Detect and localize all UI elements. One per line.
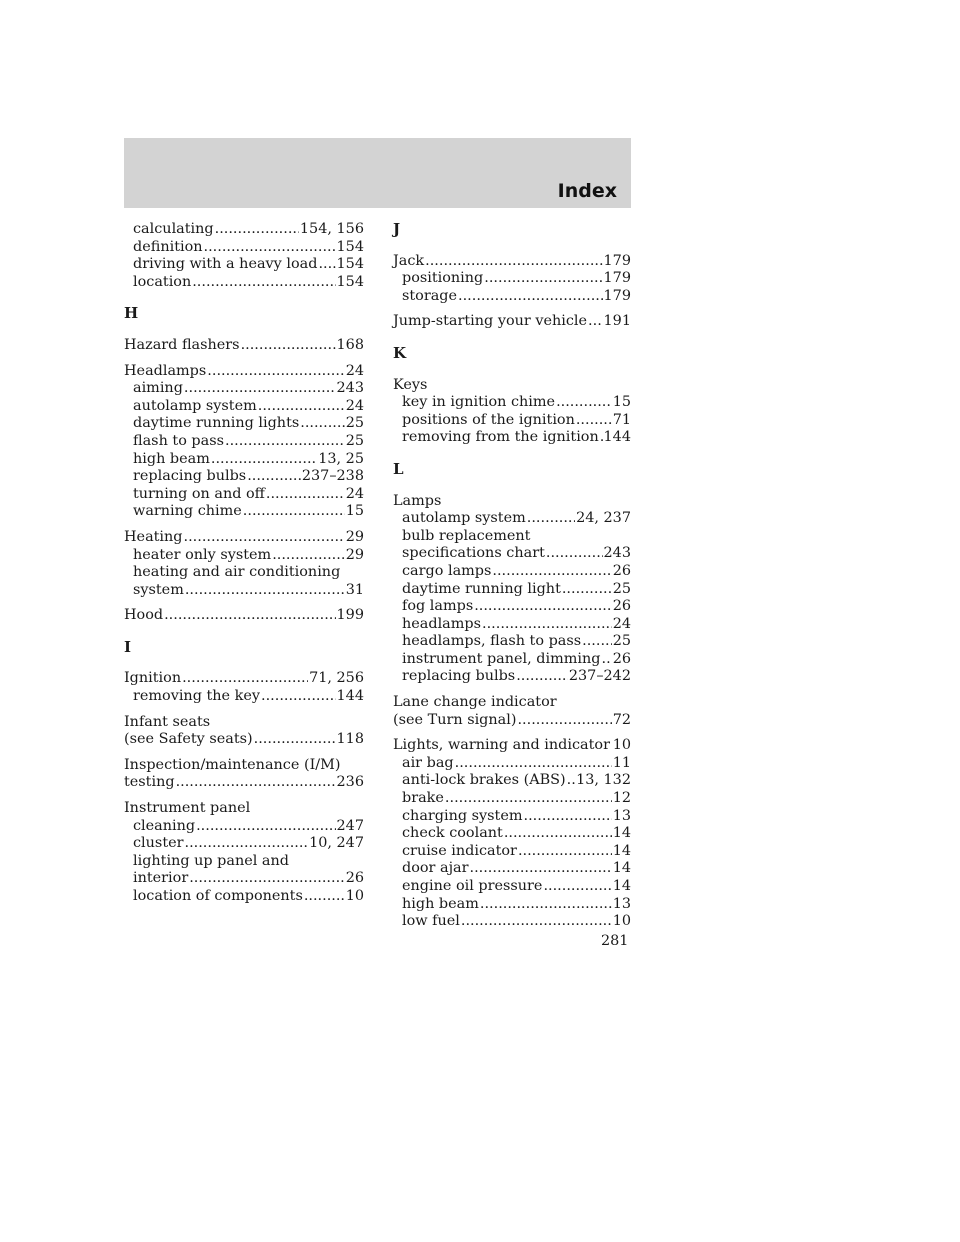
- index-entry-line: [393, 253, 631, 271]
- page-reference: 14: [612, 825, 631, 842]
- index-term: testing: [124, 774, 175, 791]
- index-term: turning on and off: [133, 485, 265, 502]
- index-term: (see Safety seats): [124, 731, 253, 748]
- index-subentry-line: [393, 668, 631, 686]
- section-letter: K: [393, 343, 407, 362]
- index-term: key in ignition chime: [402, 394, 556, 411]
- index-entry: [124, 607, 364, 625]
- index-entry-line: [124, 731, 364, 749]
- page-reference: 25: [345, 432, 364, 449]
- index-term: Heating: [124, 528, 183, 545]
- dot-leader: [474, 598, 611, 616]
- index-term: replacing bulbs: [133, 468, 247, 485]
- index-term: high beam: [133, 450, 210, 467]
- page-reference: 14: [612, 878, 631, 894]
- dot-leader: [517, 712, 611, 730]
- dot-leader: [261, 688, 336, 706]
- index-entry: [124, 363, 364, 521]
- index-term: calculating: [133, 221, 214, 237]
- page-reference: 15: [345, 503, 364, 520]
- dot-leader: [185, 835, 309, 853]
- dot-leader: [241, 337, 336, 355]
- index-term: lighting up panel and: [133, 852, 289, 869]
- index-subentry-line: [393, 651, 631, 669]
- index-term: location of components: [133, 888, 303, 904]
- page-reference: 168: [336, 336, 364, 353]
- dot-leader: [192, 274, 335, 292]
- page-reference: 26: [612, 650, 631, 667]
- index-subentry-line: [124, 582, 364, 600]
- index-subentry-line: [124, 870, 364, 888]
- page-reference: 25: [612, 633, 631, 650]
- dot-leader: [176, 774, 336, 792]
- index-entry-line: [124, 800, 364, 818]
- index-term: removing the key: [133, 688, 261, 705]
- page-reference: 10, 247: [309, 835, 364, 852]
- index-entry: [124, 800, 364, 906]
- index-subentry-line: [393, 528, 631, 546]
- index-subentry-line: [124, 888, 364, 906]
- dot-leader: [458, 288, 603, 306]
- dot-leader: [546, 545, 603, 563]
- index-subentry-line: [124, 221, 364, 239]
- page-reference: 24: [345, 485, 364, 502]
- page-reference: 71, 256: [309, 670, 364, 687]
- index-term: Lamps: [393, 492, 442, 509]
- page-reference: 236: [336, 774, 364, 791]
- index-term: Lights, warning and indicator: [393, 737, 610, 754]
- index-term: removing from the ignition: [402, 429, 599, 446]
- index-subentry-line: [393, 772, 631, 790]
- page-reference: 199: [336, 607, 364, 624]
- dot-leader: [196, 818, 335, 836]
- index-subentry-line: [124, 468, 364, 486]
- page-reference: 10: [612, 737, 631, 754]
- page-reference: 13, 25: [318, 450, 364, 467]
- index-term: Ignition: [124, 670, 182, 687]
- index-term: replacing bulbs: [402, 668, 516, 685]
- index-term: (see Turn signal): [393, 711, 517, 728]
- dot-leader: [518, 843, 612, 861]
- index-subentry-line: [393, 394, 631, 412]
- index-entry-line: [124, 714, 364, 732]
- page-reference: 13: [612, 807, 631, 824]
- index-entry-line: [393, 712, 631, 730]
- dot-leader: [182, 670, 308, 688]
- page-reference: 24: [345, 362, 364, 379]
- index-term: storage: [402, 287, 458, 304]
- dot-leader: [480, 896, 612, 914]
- dot-leader: [184, 529, 345, 547]
- dot-leader: [272, 547, 344, 565]
- index-subentry-line: [393, 878, 631, 896]
- page-reference: 14: [612, 842, 631, 859]
- index-term: air bag: [402, 754, 454, 771]
- page-reference: 243: [603, 545, 631, 562]
- index-subentry-line: [393, 755, 631, 773]
- index-term: warning chime: [133, 503, 242, 520]
- page-reference: 10: [612, 913, 631, 930]
- index-term: high beam: [402, 895, 479, 912]
- page-reference: 179: [603, 252, 631, 269]
- index-term: low fuel: [402, 913, 460, 930]
- index-entry-line: [393, 737, 631, 755]
- page-reference: 29: [345, 528, 364, 545]
- dot-leader: [189, 870, 344, 888]
- dot-leader: [556, 394, 612, 412]
- page-reference: 26: [345, 870, 364, 887]
- index-entry: [393, 493, 631, 687]
- index-entry-line: [124, 363, 364, 381]
- index-subentry-line: [124, 486, 364, 504]
- dot-leader: [461, 913, 612, 931]
- page-reference: 13, 132: [576, 772, 631, 789]
- dot-leader: [304, 888, 345, 906]
- index-subentry-line: [393, 581, 631, 599]
- page-number: 281: [601, 933, 629, 949]
- dot-leader: [516, 668, 568, 686]
- page-reference: 12: [612, 790, 631, 807]
- index-subentry-line: [393, 616, 631, 634]
- index-term: Inspection/maintenance (I/M): [124, 756, 341, 773]
- page-reference: 71: [612, 411, 631, 428]
- index-term: location: [133, 273, 192, 290]
- index-term: brake: [402, 790, 444, 807]
- index-entry-line: [393, 694, 631, 712]
- index-term: daytime running lights: [133, 415, 300, 432]
- index-entry: [393, 377, 631, 447]
- section-letter: L: [393, 459, 404, 478]
- index-subentry-line: [124, 398, 364, 416]
- index-subentry-line: [124, 415, 364, 433]
- index-subentry-line: [393, 270, 631, 288]
- index-entry-line: [124, 529, 364, 547]
- page-reference: 247: [336, 817, 364, 834]
- index-subentry-line: [393, 633, 631, 651]
- dot-leader: [492, 563, 611, 581]
- index-entry-line: [124, 774, 364, 792]
- section-letter: I: [124, 637, 132, 656]
- dot-leader: [204, 239, 336, 257]
- index-term: heater only system: [133, 546, 272, 563]
- dot-leader: [562, 581, 612, 599]
- index-subentry-line: [124, 380, 364, 398]
- index-term: cluster: [133, 835, 184, 852]
- dot-leader: [470, 860, 612, 878]
- index-term: positioning: [402, 270, 484, 287]
- index-subentry-line: [393, 808, 631, 826]
- index-entry: [124, 757, 364, 792]
- index-subentry-line: [124, 274, 364, 292]
- index-subentry-line: [393, 790, 631, 808]
- index-entry-line: [393, 377, 631, 395]
- index-term: cleaning: [133, 817, 196, 834]
- index-subentry-line: [393, 825, 631, 843]
- index-term: Hazard flashers: [124, 336, 240, 353]
- index-term: door ajar: [402, 860, 469, 877]
- dot-leader: [543, 878, 611, 896]
- index-term: Lane change indicator: [393, 694, 557, 711]
- index-term: daytime running light: [402, 580, 561, 597]
- index-term: autolamp system: [133, 397, 257, 414]
- index-entry-line: [124, 757, 364, 775]
- index-term: specifications chart: [402, 545, 545, 562]
- dot-leader: [455, 755, 612, 773]
- index-term: Jump-starting your vehicle: [393, 313, 588, 330]
- dot-leader: [504, 825, 612, 843]
- index-term: cargo lamps: [402, 562, 492, 579]
- page-reference: 24: [612, 615, 631, 632]
- index-term: charging system: [402, 807, 523, 824]
- index-term: heating and air conditioning: [133, 564, 341, 581]
- index-term: instrument panel, dimming: [402, 650, 601, 667]
- index-subentry-line: [124, 853, 364, 871]
- dot-leader: [164, 607, 335, 625]
- page-reference: 10: [345, 888, 364, 904]
- page-reference: 31: [345, 581, 364, 598]
- page-reference: 25: [612, 580, 631, 597]
- index-column-right: [393, 221, 631, 939]
- page-reference: 25: [345, 415, 364, 432]
- index-subentry-line: [124, 547, 364, 565]
- dot-leader: [266, 486, 345, 504]
- index-subentry-line: [393, 429, 631, 447]
- index-term: autolamp system: [402, 510, 526, 527]
- index-term: Headlamps: [124, 362, 207, 379]
- index-entry: [393, 253, 631, 306]
- index-term: flash to pass: [133, 432, 224, 449]
- dot-leader: [588, 313, 602, 331]
- section-letter: J: [393, 220, 401, 238]
- index-term: Instrument panel: [124, 800, 251, 817]
- index-entry-line: [124, 337, 364, 355]
- index-subentry-line: [124, 503, 364, 521]
- index-term: definition: [133, 238, 203, 255]
- page-reference: 191: [603, 313, 631, 330]
- index-subentry-line: [124, 818, 364, 836]
- page-reference: 237–242: [568, 668, 631, 685]
- index-subentry-line: [124, 688, 364, 706]
- index-term: bulb replacement: [402, 527, 531, 544]
- index-subentry-line: [124, 451, 364, 469]
- index-term: system: [133, 581, 184, 598]
- index-subentry-line: [124, 256, 364, 274]
- index-entry: [124, 529, 364, 599]
- page-reference: 11: [612, 754, 631, 771]
- index-subentry-line: [124, 239, 364, 257]
- index-entry: [393, 694, 631, 729]
- page-reference: 118: [336, 731, 364, 748]
- index-entry: [124, 221, 364, 291]
- index-term: Infant seats: [124, 713, 211, 730]
- index-subentry-line: [393, 843, 631, 861]
- dot-leader: [300, 415, 344, 433]
- section-letter: H: [124, 304, 139, 323]
- index-subentry-line: [393, 913, 631, 931]
- dot-leader: [611, 737, 612, 755]
- index-subentry-line: [393, 563, 631, 581]
- page-reference: 26: [612, 598, 631, 615]
- index-term: positions of the ignition: [402, 411, 575, 428]
- page-reference: 24: [345, 397, 364, 414]
- dot-leader: [318, 256, 335, 274]
- page-reference: 14: [612, 860, 631, 877]
- index-term: driving with a heavy load: [133, 256, 318, 273]
- dot-leader: [425, 253, 602, 271]
- page-reference: 154, 156: [299, 221, 364, 237]
- page-reference: 26: [612, 562, 631, 579]
- index-term: interior: [133, 870, 189, 887]
- dot-leader: [184, 380, 336, 398]
- page-reference: 15: [612, 394, 631, 411]
- dot-leader: [567, 772, 575, 790]
- page-reference: 72: [612, 711, 631, 728]
- index-term: headlamps: [402, 615, 482, 632]
- index-subentry-line: [124, 433, 364, 451]
- index-subentry-line: [124, 835, 364, 853]
- index-term: cruise indicator: [402, 842, 517, 859]
- page-reference: 144: [603, 429, 631, 446]
- dot-leader: [207, 363, 344, 381]
- dot-leader: [582, 633, 612, 651]
- index-term: Jack: [393, 252, 425, 269]
- page-reference: 154: [336, 238, 364, 255]
- index-subentry-line: [393, 896, 631, 914]
- index-term: engine oil pressure: [402, 878, 543, 894]
- index-entry: [393, 313, 631, 331]
- index-subentry-line: [393, 598, 631, 616]
- index-subentry-line: [393, 510, 631, 528]
- index-entry-line: [124, 670, 364, 688]
- dot-leader: [602, 651, 612, 669]
- index-entry-line: [393, 493, 631, 511]
- index-subentry-line: [393, 412, 631, 430]
- index-header-band: [124, 138, 631, 208]
- dot-leader: [484, 270, 602, 288]
- index-term: aiming: [133, 380, 183, 397]
- index-subentry-line: [393, 545, 631, 563]
- dot-leader: [527, 510, 575, 528]
- dot-leader: [215, 221, 299, 239]
- page-reference: 179: [603, 287, 631, 304]
- index-term: fog lamps: [402, 598, 474, 615]
- dot-leader: [576, 412, 612, 430]
- index-entry: [124, 337, 364, 355]
- index-entry: [124, 670, 364, 705]
- page-reference: 13: [612, 895, 631, 912]
- index-entry: [393, 737, 631, 931]
- index-title: Index: [557, 180, 617, 202]
- index-term: check coolant: [402, 825, 503, 842]
- dot-leader: [225, 433, 345, 451]
- page-reference: 154: [336, 273, 364, 290]
- dot-leader: [445, 790, 612, 808]
- page-reference: 154: [336, 256, 364, 273]
- index-term: headlamps, flash to pass: [402, 633, 582, 650]
- index-column-left: [124, 221, 364, 914]
- dot-leader: [482, 616, 612, 634]
- dot-leader: [211, 451, 317, 469]
- dot-leader: [258, 398, 345, 416]
- index-subentry-line: [393, 860, 631, 878]
- dot-leader: [185, 582, 345, 600]
- dot-leader: [524, 808, 612, 826]
- index-entry-line: [393, 313, 631, 331]
- dot-leader: [247, 468, 301, 486]
- page-reference: 237–238: [301, 468, 364, 485]
- index-entry-line: [124, 607, 364, 625]
- dot-leader: [243, 503, 345, 521]
- index-term: Hood: [124, 607, 164, 624]
- page-reference: 29: [345, 546, 364, 563]
- index-term: anti-lock brakes (ABS): [402, 772, 566, 789]
- dot-leader: [254, 731, 336, 749]
- dot-leader: [600, 429, 603, 447]
- page-reference: 24, 237: [576, 510, 631, 527]
- page-reference: 179: [603, 270, 631, 287]
- index-term: Keys: [393, 376, 428, 393]
- page-reference: 144: [336, 688, 364, 705]
- index-subentry-line: [124, 564, 364, 582]
- page-reference: 243: [336, 380, 364, 397]
- index-subentry-line: [393, 288, 631, 306]
- index-entry: [124, 714, 364, 749]
